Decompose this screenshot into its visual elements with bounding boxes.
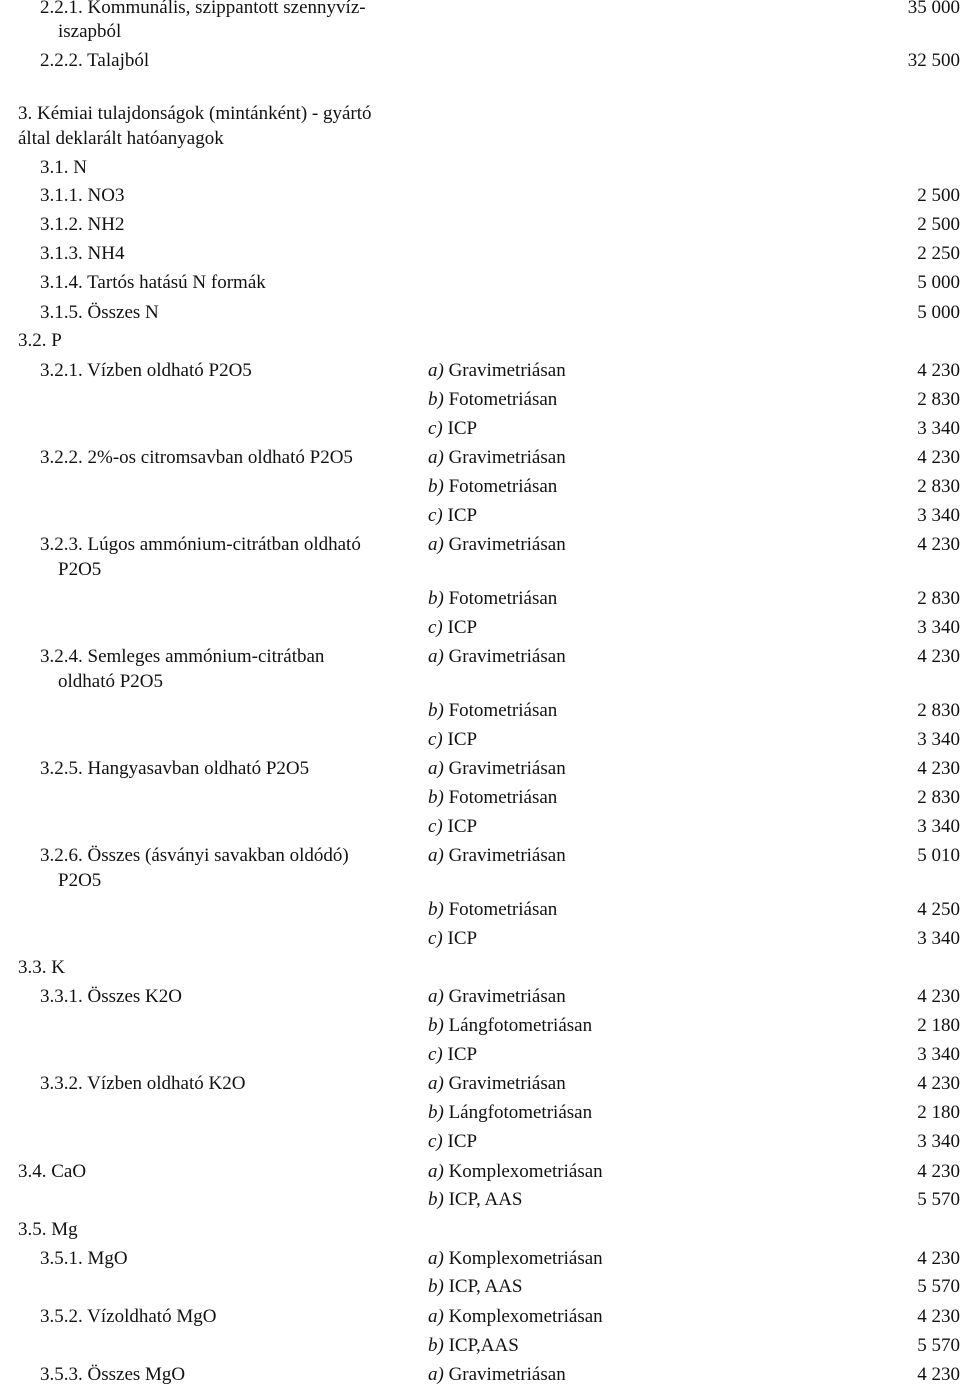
method — [428, 1362, 566, 1388]
price-row — [0, 126, 960, 152]
item-label: által deklarált hatóanyagok — [18, 128, 224, 149]
item-label: 3.5. Mg — [18, 1219, 78, 1240]
price-value: 3 340 — [917, 1131, 960, 1152]
price-value: 5 570 — [917, 1335, 960, 1356]
price-row — [0, 19, 960, 45]
method-marker: a) — [428, 845, 444, 866]
price-row — [0, 926, 960, 952]
method-name: Gravimetriásan — [448, 447, 566, 468]
price-row — [0, 48, 960, 74]
price-value: 4 230 — [917, 758, 960, 779]
item-label: 3.5.1. MgO — [40, 1248, 128, 1269]
method-marker: b) — [428, 1102, 444, 1123]
item-label: 3.2. P — [18, 330, 62, 351]
method — [428, 358, 566, 384]
method — [428, 1100, 592, 1126]
method-marker: c) — [428, 418, 443, 439]
method-marker: b) — [428, 389, 444, 410]
method-name: ICP,AAS — [448, 1335, 519, 1356]
price-row — [0, 1274, 960, 1300]
item-label: 3.2.1. Vízben oldható P2O5 — [40, 360, 252, 381]
price-row — [0, 615, 960, 641]
method — [428, 984, 566, 1010]
price-row — [0, 445, 960, 471]
price-row — [0, 955, 960, 981]
price-row — [0, 698, 960, 724]
method-marker: b) — [428, 899, 444, 920]
price-value: 3 340 — [917, 928, 960, 949]
method-name: Komplexometriásan — [448, 1306, 603, 1327]
item-label: 3.4. CaO — [18, 1161, 87, 1182]
price-row — [0, 1071, 960, 1097]
method-name: ICP — [447, 1131, 478, 1152]
item-label: 3.1. N — [40, 157, 87, 178]
method — [428, 416, 477, 442]
price-value: 2 830 — [917, 476, 960, 497]
price-value: 4 230 — [917, 1306, 960, 1327]
item-label: 3. Kémiai tulajdonságok (mintánként) - gyártó — [18, 103, 372, 124]
item-label: 3.2.5. Hangyasavban oldható P2O5 — [40, 758, 310, 779]
method — [428, 586, 557, 612]
method — [428, 926, 477, 952]
method-name: ICP — [447, 1044, 478, 1065]
price-value: 3 340 — [917, 505, 960, 526]
price-row — [0, 897, 960, 923]
method-marker: b) — [428, 476, 444, 497]
item-label: 3.3.2. Vízben oldható K2O — [40, 1073, 246, 1094]
item-label: 3.1.2. NH2 — [40, 214, 125, 235]
price-row — [0, 669, 960, 695]
price-row — [0, 212, 960, 238]
price-row — [0, 1362, 960, 1388]
method-marker: a) — [428, 1073, 444, 1094]
price-row — [0, 270, 960, 296]
method-name: ICP — [447, 729, 478, 750]
method-name: ICP — [447, 418, 478, 439]
price-row — [0, 785, 960, 811]
method-marker: b) — [428, 1015, 444, 1036]
item-label: 3.3.1. Összes K2O — [40, 986, 182, 1007]
price-value: 2 500 — [917, 185, 960, 206]
method — [428, 843, 566, 869]
price-row — [0, 644, 960, 670]
method-marker: a) — [428, 534, 444, 555]
item-label: 3.2.3. Lúgos ammónium-citrátban oldható — [40, 534, 361, 555]
price-value: 2 830 — [917, 588, 960, 609]
method — [428, 532, 566, 558]
method-marker: b) — [428, 1189, 444, 1210]
method — [428, 1129, 477, 1155]
item-label: P2O5 — [58, 559, 102, 580]
method — [428, 1304, 603, 1330]
price-row — [0, 756, 960, 782]
method-name: Gravimetriásan — [448, 845, 566, 866]
method-marker: c) — [428, 928, 443, 949]
price-value: 4 230 — [917, 1364, 960, 1385]
price-row — [0, 1304, 960, 1330]
price-value: 32 500 — [907, 50, 960, 71]
price-value: 2 180 — [917, 1102, 960, 1123]
price-value: 4 230 — [917, 1248, 960, 1269]
method-name: Fotometriásan — [448, 588, 558, 609]
price-value: 3 340 — [917, 729, 960, 750]
price-value: 4 230 — [917, 646, 960, 667]
price-row — [0, 1129, 960, 1155]
method — [428, 1187, 523, 1213]
price-value: 3 340 — [917, 1044, 960, 1065]
price-row — [0, 1013, 960, 1039]
method-marker: c) — [428, 1131, 443, 1152]
price-value: 2 250 — [917, 243, 960, 264]
price-value: 2 830 — [917, 389, 960, 410]
item-label: 3.5.2. Vízoldható MgO — [40, 1306, 217, 1327]
method-marker: a) — [428, 646, 444, 667]
method — [428, 644, 566, 670]
price-row — [0, 416, 960, 442]
price-row — [0, 843, 960, 869]
method-marker: a) — [428, 1364, 444, 1385]
price-row — [0, 183, 960, 209]
method — [428, 445, 566, 471]
price-row — [0, 1333, 960, 1359]
method-marker: a) — [428, 1248, 444, 1269]
method-name: Gravimetriásan — [448, 646, 566, 667]
price-value: 3 340 — [917, 418, 960, 439]
method-marker: b) — [428, 1335, 444, 1356]
price-value: 4 230 — [917, 447, 960, 468]
item-label: 2.2.2. Talajból — [40, 50, 150, 71]
price-value: 4 250 — [917, 899, 960, 920]
method-name: Gravimetriásan — [448, 360, 566, 381]
price-row — [0, 1042, 960, 1068]
item-label: 3.1.5. Összes N — [40, 302, 159, 323]
price-value: 2 500 — [917, 214, 960, 235]
price-row — [0, 984, 960, 1010]
method-name: Gravimetriásan — [448, 1364, 566, 1385]
method-marker: b) — [428, 787, 444, 808]
item-label: oldható P2O5 — [58, 671, 164, 692]
method — [428, 785, 557, 811]
method-name: Fotometriásan — [448, 787, 558, 808]
method — [428, 814, 477, 840]
item-label: 3.5.3. Összes MgO — [40, 1364, 186, 1385]
method — [428, 474, 557, 500]
method-marker: c) — [428, 505, 443, 526]
method-name: Fotometriásan — [448, 389, 558, 410]
price-row — [0, 557, 960, 583]
method-marker: b) — [428, 1276, 444, 1297]
price-value: 2 180 — [917, 1015, 960, 1036]
price-value: 4 230 — [917, 1161, 960, 1182]
method-marker: a) — [428, 1161, 444, 1182]
method-name: ICP, AAS — [448, 1276, 523, 1297]
method-name: Lángfotometriásan — [448, 1102, 593, 1123]
price-value: 5 570 — [917, 1189, 960, 1210]
method — [428, 387, 557, 413]
method-marker: a) — [428, 986, 444, 1007]
method-name: Fotometriásan — [448, 700, 558, 721]
price-row — [0, 387, 960, 413]
price-value: 2 830 — [917, 787, 960, 808]
method-name: ICP — [447, 617, 478, 638]
price-value: 4 230 — [917, 986, 960, 1007]
method — [428, 615, 477, 641]
method — [428, 1246, 603, 1272]
method — [428, 756, 566, 782]
method-marker: a) — [428, 1306, 444, 1327]
price-row — [0, 1100, 960, 1126]
price-row — [0, 1246, 960, 1272]
price-row — [0, 474, 960, 500]
method-marker: c) — [428, 617, 443, 638]
method-name: ICP, AAS — [448, 1189, 523, 1210]
price-value: 4 230 — [917, 534, 960, 555]
price-row — [0, 300, 960, 326]
price-row — [0, 101, 960, 127]
price-row — [0, 532, 960, 558]
price-row — [0, 727, 960, 753]
price-row — [0, 868, 960, 894]
method-marker: a) — [428, 447, 444, 468]
price-value: 3 340 — [917, 617, 960, 638]
price-value: 3 340 — [917, 816, 960, 837]
method-marker: c) — [428, 1044, 443, 1065]
method — [428, 1071, 566, 1097]
method-name: Lángfotometriásan — [448, 1015, 593, 1036]
method-name: Fotometriásan — [448, 899, 558, 920]
method-marker: c) — [428, 816, 443, 837]
method-marker: c) — [428, 729, 443, 750]
item-label: 3.2.4. Semleges ammónium-citrátban — [40, 646, 325, 667]
price-row — [0, 328, 960, 354]
method-name: Gravimetriásan — [448, 534, 566, 555]
method — [428, 1274, 523, 1300]
item-label: 3.3. K — [18, 957, 65, 978]
item-label: iszapból — [58, 21, 122, 42]
price-row — [0, 358, 960, 384]
price-value: 2 830 — [917, 700, 960, 721]
price-row — [0, 503, 960, 529]
item-label: 3.1.3. NH4 — [40, 243, 125, 264]
method-name: Gravimetriásan — [448, 758, 566, 779]
method-name: ICP — [447, 505, 478, 526]
method-name: Komplexometriásan — [448, 1248, 603, 1269]
price-row — [0, 241, 960, 267]
price-value: 5 010 — [917, 845, 960, 866]
method-name: Gravimetriásan — [448, 986, 566, 1007]
method-name: Fotometriásan — [448, 476, 558, 497]
method — [428, 1333, 519, 1359]
price-row — [0, 814, 960, 840]
method-name: Komplexometriásan — [448, 1161, 603, 1182]
method-name: ICP — [447, 816, 478, 837]
method-name: ICP — [447, 928, 478, 949]
method — [428, 727, 477, 753]
item-label: 3.2.6. Összes (ásványi savakban oldódó) — [40, 845, 349, 866]
price-value: 35 000 — [907, 0, 960, 18]
price-value: 5 570 — [917, 1276, 960, 1297]
item-label: 3.2.2. 2%-os citromsavban oldható P2O5 — [40, 447, 353, 468]
method — [428, 698, 557, 724]
price-row — [0, 1217, 960, 1243]
price-row — [0, 155, 960, 181]
price-value: 5 000 — [917, 272, 960, 293]
price-row — [0, 0, 960, 21]
price-row — [0, 586, 960, 612]
item-label: 3.1.4. Tartós hatású N formák — [40, 272, 266, 293]
method-marker: b) — [428, 588, 444, 609]
price-value: 4 230 — [917, 360, 960, 381]
price-value: 5 000 — [917, 302, 960, 323]
method — [428, 1159, 603, 1185]
item-label: P2O5 — [58, 870, 102, 891]
method — [428, 1013, 592, 1039]
method — [428, 897, 557, 923]
method — [428, 503, 477, 529]
method-marker: a) — [428, 360, 444, 381]
price-value: 4 230 — [917, 1073, 960, 1094]
method-marker: a) — [428, 758, 444, 779]
price-row — [0, 1159, 960, 1185]
method-name: Gravimetriásan — [448, 1073, 566, 1094]
price-row — [0, 1187, 960, 1213]
method — [428, 1042, 477, 1068]
item-label: 2.2.1. Kommunális, szippantott szennyvíz- — [40, 0, 366, 18]
item-label: 3.1.1. NO3 — [40, 185, 125, 206]
method-marker: b) — [428, 700, 444, 721]
